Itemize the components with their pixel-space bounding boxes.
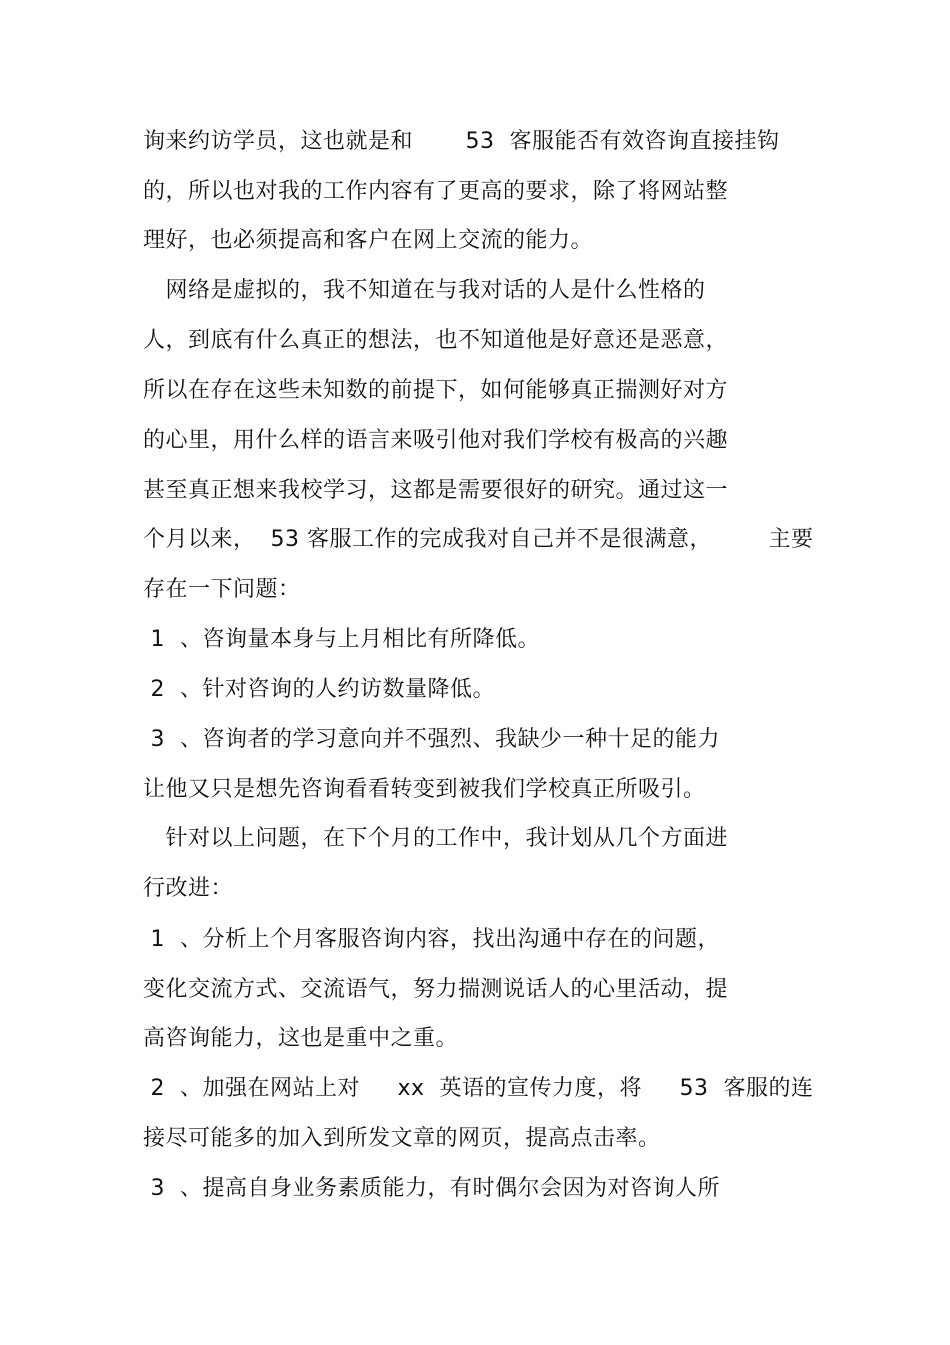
text-line: 接尽可能多的加入到所发文章的网页，提高点击率。 bbox=[143, 1126, 661, 1151]
text-line: 甚至真正想来我校学习，这都是需要很好的研究。通过这一 bbox=[143, 478, 729, 503]
text-line: 变化交流方式、交流语气，努力揣测说话人的心里活动，提 bbox=[143, 977, 729, 1002]
text-line: 让他又只是想先咨询看看转变到被我们学校真正所吸引。 bbox=[143, 777, 706, 802]
text-line: 高咨询能力，这也是重中之重。 bbox=[143, 1026, 459, 1051]
list-item: 3 、提高自身业务素质能力，有时偶尔会因为对咨询人所 bbox=[143, 1176, 720, 1201]
list-item: 1 、分析上个月客服咨询内容，找出沟通中存在的问题， bbox=[143, 927, 720, 952]
text-line: 人，到底有什么真正的想法，也不知道他是好意还是恶意， bbox=[143, 328, 729, 353]
text-line: 的心里，用什么样的语言来吸引他对我们学校有极高的兴趣 bbox=[143, 428, 729, 453]
text-line: 针对以上问题，在下个月的工作中，我计划从几个方面进 bbox=[143, 826, 729, 851]
list-item: 1 、咨询量本身与上月相比有所降低。 bbox=[143, 627, 540, 652]
text-line: 个月以来， 53 客服工作的完成我对自己并不是很满意， 主要 bbox=[143, 527, 814, 552]
text-line: 行改进： bbox=[143, 876, 234, 901]
list-item: 3 、咨询者的学习意向并不强烈、我缺少一种十足的能力 bbox=[143, 727, 720, 752]
text-line: 网络是虚拟的，我不知道在与我对话的人是什么性格的 bbox=[143, 278, 706, 303]
list-item: 2 、加强在网站上对 xx 英语的宣传力度，将 53 客服的连 bbox=[143, 1076, 814, 1101]
text-line: 询来约访学员，这也就是和 53 客服能否有效咨询直接挂钩 bbox=[143, 129, 780, 154]
text-line: 所以在存在这些未知数的前提下，如何能够真正揣测好对方 bbox=[143, 378, 729, 403]
text-line: 的，所以也对我的工作内容有了更高的要求，除了将网站整 bbox=[143, 179, 729, 204]
list-item: 2 、针对咨询的人约访数量降低。 bbox=[143, 677, 495, 702]
text-line: 存在一下问题： bbox=[143, 577, 301, 602]
text-line: 理好，也必须提高和客户在网上交流的能力。 bbox=[143, 228, 594, 253]
